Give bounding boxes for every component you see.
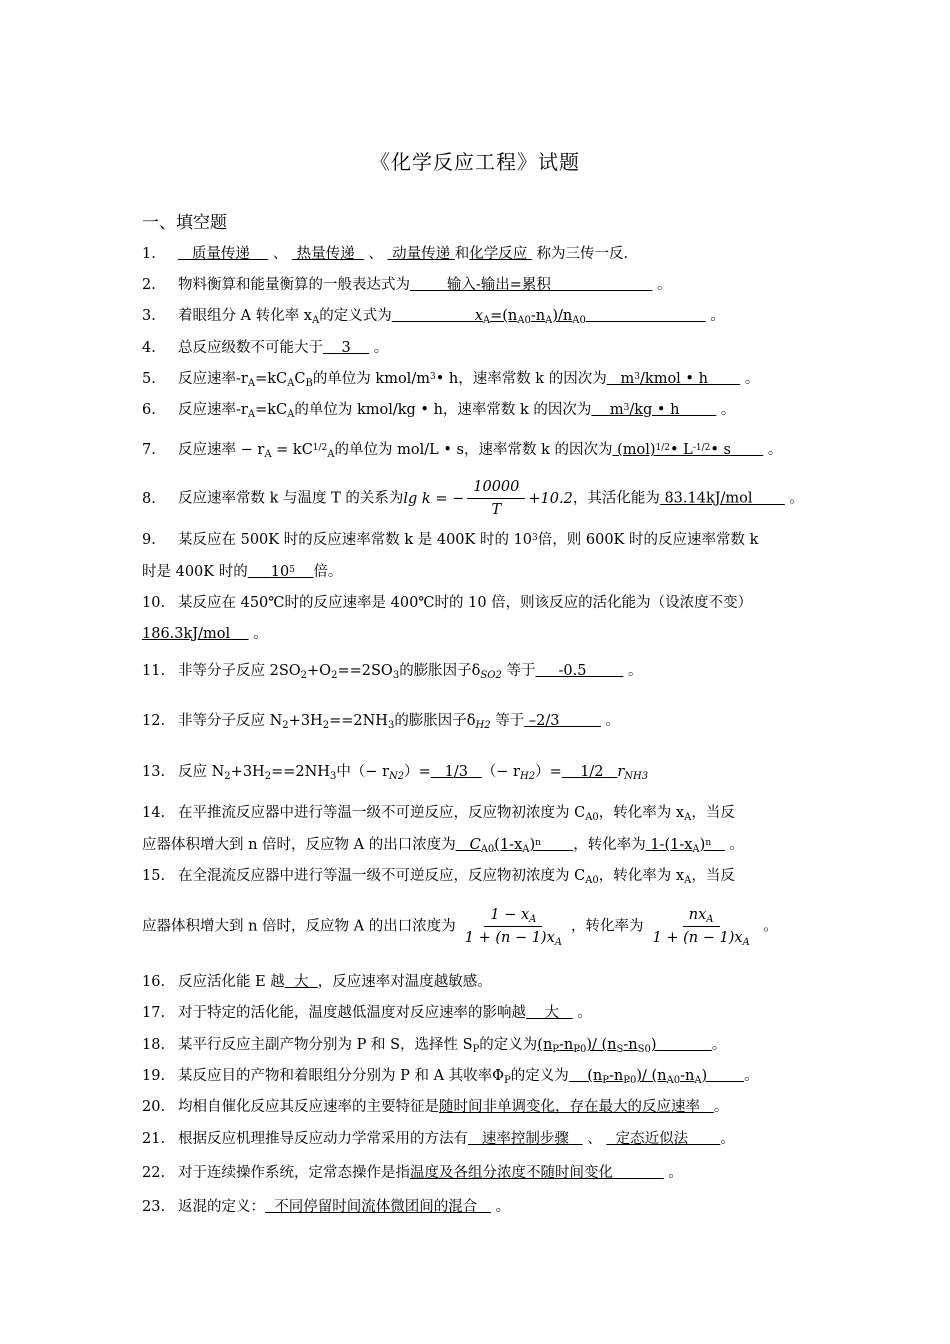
answer-blank: 不同停留时间流体微团间的混合	[274, 1199, 478, 1215]
question-23: 23. 返混的定义： 不同停留时间流体微团间的混合 。	[142, 1199, 511, 1215]
question-9-line2: 时是 400K 时的 $10^5$ 倍。	[142, 564, 343, 580]
question-14: 14. 在平推流反应器中进行等温一级不可逆反应，反应物初浓度为 $C_{A0}$，转化率为 $x_A$，当反	[142, 805, 735, 823]
question-18: 18. 某平行反应主副产物分别为 P 和 S，选择性 $S_P$的定义为$(n_P-n_{P0})/$ $(n_S-n_{S0})$ 。	[142, 1037, 727, 1055]
answer-blank: $(n_P-n_{P0})/$ $(n_S-n_{S0})$	[537, 1037, 657, 1055]
equation: lg k = − $\frac{10000}{T}$ +10.2	[403, 479, 573, 518]
answer-blank: $x_A=(n_{A0}-n_A)/n_{A0}$	[474, 308, 586, 326]
section-heading: 一、填空题	[142, 213, 227, 233]
fraction: $\frac{nx_A}{1 + (n - 1)x_A}$	[652, 907, 750, 948]
question-8: 8. 反应速率常数 k 与温度 T 的关系为lg k = − $\frac{10000}{T}$ +10.2，其活化能为 83.14kJ/mol 。	[142, 479, 804, 518]
answer-blank: 1/3	[444, 764, 468, 780]
answer-blank: $C_{A0}(1-x_A)^n$	[469, 837, 541, 855]
answer-blank: $(n_P-n_{P0})/$ $(n_{A0}-n_A)$	[587, 1068, 708, 1086]
question-6: 6. 反应速率$-r_A=kC_A$的单位为 kmol/kg • h，速率常数 k 的因次为 $m^3/kg$ • h 。	[142, 402, 736, 420]
question-4: 4. 总反应级数不可能大于 3 。	[142, 340, 389, 356]
fraction: $\frac{1 - x_A}{1 + (n - 1)x_A}$	[464, 907, 563, 948]
question-10-line2: 186.3kJ/mol 。	[142, 626, 268, 642]
question-7: 7. 反应速率 − $r_A = kC^{1/2}_A$的单位为 mol/L • s，速率常数 k 的因次为 (mol)$^{1/2}$• $L^{-1/2}•$ s 。	[142, 442, 783, 460]
answer-blank: 动量传递	[392, 246, 451, 262]
question-2: 2. 物料衡算和能量衡算的一般表达式为 输入-输出=累积 。	[142, 277, 672, 293]
document-title: 《化学反应工程》试题	[370, 150, 580, 174]
question-10: 10. 某反应在 450℃时的反应速率是 400℃时的 10 倍，则该反应的活化能为（设浓度不变）	[142, 595, 753, 611]
question-11: 11. 非等分子反应 $2SO_2+O_2==2SO_3$的膨胀因子$\delta_{SO2}$ 等于 -0.5 。	[142, 663, 643, 681]
answer-blank: 83.14kJ/mol	[664, 490, 753, 507]
question-17: 17. 对于特定的活化能，温度越低温度对反应速率的影响越 大 。	[142, 1005, 592, 1021]
answer-blank: $1-(1-x_A)^n$	[650, 837, 712, 855]
question-15-line2: 应器体积增大到 n 倍时，反应物 A 的出口浓度为 $\frac{1 - x_A}{1 + (n - 1)x_A}$ ，转化率为 $\frac{nx_A}{1 + (n - 1)x_A}$ 。	[142, 907, 778, 948]
question-13: 13. 反应 $N_2+3H_2==2NH_3$中（− $r_{N2})=$ 1/3 （− $r_{H2})=$ 1/2 $r_{NH3}$	[142, 764, 649, 782]
question-1: 1. 质量传递 、 热量传递 、 动量传递 和化学反应 称为三传一反.	[142, 246, 629, 262]
question-12: 12. 非等分子反应 $N_2+3H_2==2NH_3$的膨胀因子$\delta_{H2}$ 等于 –2/3 。	[142, 713, 621, 731]
answer-blank: $m^3$/kmol • h	[620, 371, 708, 387]
question-21: 21. 根据反应机理推导反应动力学常采用的方法有 速率控制步骤 、 定态近似法 。	[142, 1131, 735, 1147]
answer-blank: $m^3/kg$ • h	[609, 402, 680, 418]
answer-blank: 质量传递	[191, 246, 250, 262]
question-14-line2: 应器体积增大到 n 倍时，反应物 A 的出口浓度为 $C_{A0}(1-x_A)^n$ ，转化率为 $1-(1-x_A)^n$ 。	[142, 837, 745, 855]
answer-blank: $10^5$	[270, 564, 295, 580]
answer-blank: 3	[341, 340, 351, 356]
question-5: 5. 反应速率$-r_A=kC_AC_B$的单位为 kmol/$m^3•$ h，速率常数 k 的因次为 $m^3$/kmol • h 。	[142, 371, 760, 389]
question-20: 20. 均相自催化反应其反应速率的主要特征是随时间非单调变化，存在最大的反应速率 。	[142, 1099, 729, 1115]
answer-blank: 186.3kJ/mol	[142, 626, 231, 642]
fraction: $\frac{10000}{T}$	[467, 478, 525, 519]
question-16: 16. 反应活化能 E 越 大 ，反应速率对温度越敏感。	[142, 974, 492, 990]
answer-blank: 热量传递	[296, 246, 355, 262]
answer-blank: 大	[544, 1005, 559, 1021]
question-19: 19. 某反应目的产物和着眼组分分别为 P 和 A 其收率$\Phi_P$的定义为 $(n_P-n_{P0})/$ $(n_{A0}-n_A)$ 。	[142, 1068, 759, 1086]
answer-blank: 1/2	[580, 764, 604, 780]
answer-blank: -0.5	[558, 663, 587, 679]
answer-blank: 输入-输出=累积	[446, 277, 551, 293]
answer-blank: 速率控制步骤	[481, 1131, 569, 1147]
question-15: 15. 在全混流反应器中进行等温一级不可逆反应，反应物初浓度为 $C_{A0}$，转化率为 $x_A$，当反	[142, 868, 735, 886]
answer-blank: –2/3	[528, 713, 560, 729]
question-3: 3. 着眼组分 A 转化率 $x_A$的定义式为 $x_A=(n_{A0}-n_A)/n_{A0}$ 。	[142, 308, 725, 326]
question-22: 22. 对于连续操作系统，定常态操作是指温度及各组分浓度不随时间变化 。	[142, 1165, 683, 1181]
answer-blank: 大	[294, 974, 309, 990]
answer-blank: 随时间非单调变化，存在最大的反应速率	[439, 1099, 700, 1115]
answer-blank: 温度及各组分浓度不随时间变化	[410, 1165, 613, 1181]
answer-blank: 化学反应	[469, 246, 528, 262]
answer-blank: 定态近似法	[615, 1131, 689, 1147]
answer-blank: (mol)$^{1/2}$• $L^{-1/2}•$ s	[617, 442, 731, 458]
question-9: 9. 某反应在 500K 时的反应速率常数 k 是 400K 时的 $10^3$倍，则 600K 时的反应速率常数 k	[142, 532, 759, 548]
